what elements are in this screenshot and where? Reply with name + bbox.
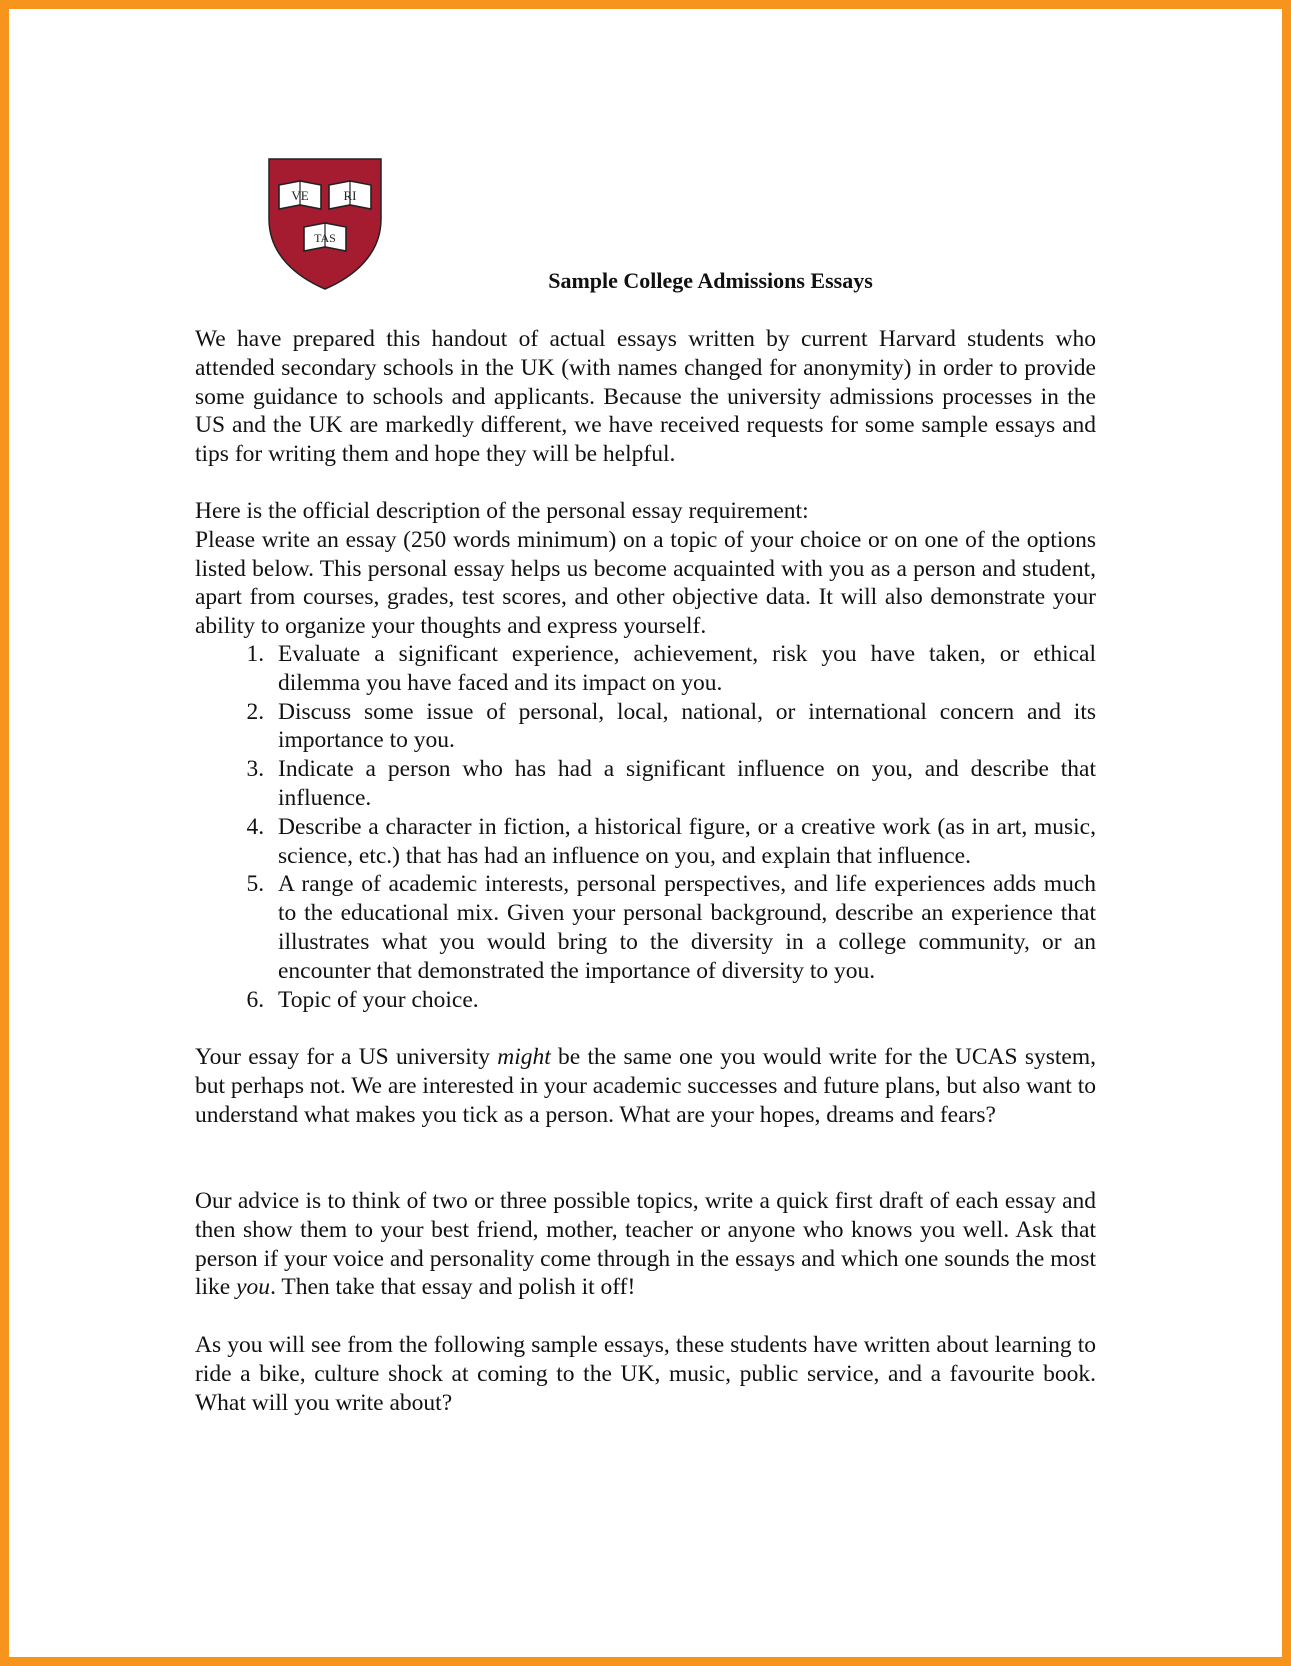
intro-paragraph: We have prepared this handout of actual essays written by current Harvard students who attended secondary schools in the UK (with names changed for anonymity) in order to provide some guidance to schools and applicants. Because the university admissions processes in the US and the UK are markedly different, we have received requests for some sample essays and tips for writing them and hope they will be helpful.: [195, 326, 1096, 468]
essay-prompts-list: [195, 640, 1096, 1014]
advice-text-after: . Then take that essay and polish it off!: [270, 1274, 636, 1301]
prompt-item: 4. Describe a character in fiction, a historical figure, or a creative work (as in art, music, science, etc.) that has had an influence on you, and explain that influence.: [270, 813, 1096, 871]
requirement-body: Please write an essay (250 words minimum) on a topic of your choice or on one of the options listed below. This personal essay helps us become acquainted with you as a person and student, apart from courses, grades, test scores, and other objective data. It will also demonstrate your ability to organize your thoughts and express yourself.: [195, 526, 1096, 640]
crest-letters-tas: TAS: [314, 231, 336, 245]
requirement-paragraph: [195, 497, 1096, 641]
crest-letters-ri: RI: [343, 188, 357, 203]
ucas-text-after: be the same one you would write for the UCAS system, but perhaps not. We are interested in your academic successes and future plans, but also want to understand what makes you tick as a person. What are your hopes, dreams and fears?: [195, 1044, 1096, 1128]
closing-paragraph: As you will see from the following sample essays, these students have written about learning to ride a bike, culture shock at coming to the UK, music, public service, and a favourite book. What will you write about?: [195, 1332, 1096, 1416]
advice-emphasis: you: [236, 1274, 271, 1301]
advice-paragraph: [195, 1187, 1096, 1302]
prompt-item: 6. Topic of your choice.: [270, 986, 1096, 1015]
prompt-item: 5. A range of academic interests, personal perspectives, and life experiences adds much to the educational mix. Given your personal background, describe an experience that illustrates what you would bring to the diversity in a college community, or an encounter that demonstrated the importance of diversity to you.: [270, 870, 1096, 985]
ucas-emphasis: might: [497, 1044, 551, 1070]
ucas-text-before: Your essay for a US university: [195, 1044, 498, 1070]
prompt-item: 2. Discuss some issue of personal, local, national, or international concern and its importance to you.: [270, 698, 1096, 756]
document-title: Sample College Admissions Essays: [548, 268, 873, 293]
prompt-item: 1. Evaluate a significant experience, achievement, risk you have taken, or ethical dilemma you have faced and its impact on you.: [270, 640, 1096, 698]
prompt-item: 3. Indicate a person who has had a significant influence on you, and describe that influence.: [270, 755, 1096, 813]
advice-text-before: Our advice is to think of two or three possible topics, write a quick first draft of each essay and then show them to your best friend, mother, teacher or anyone who knows you well. Ask that person if your voice and personality come through in the essays and which one sounds the most like: [195, 1188, 1096, 1301]
requirement-heading: Here is the official description of the personal essay requirement:: [195, 498, 809, 524]
crest-letters-ve: VE: [291, 188, 309, 203]
ucas-paragraph: [195, 1043, 1096, 1129]
